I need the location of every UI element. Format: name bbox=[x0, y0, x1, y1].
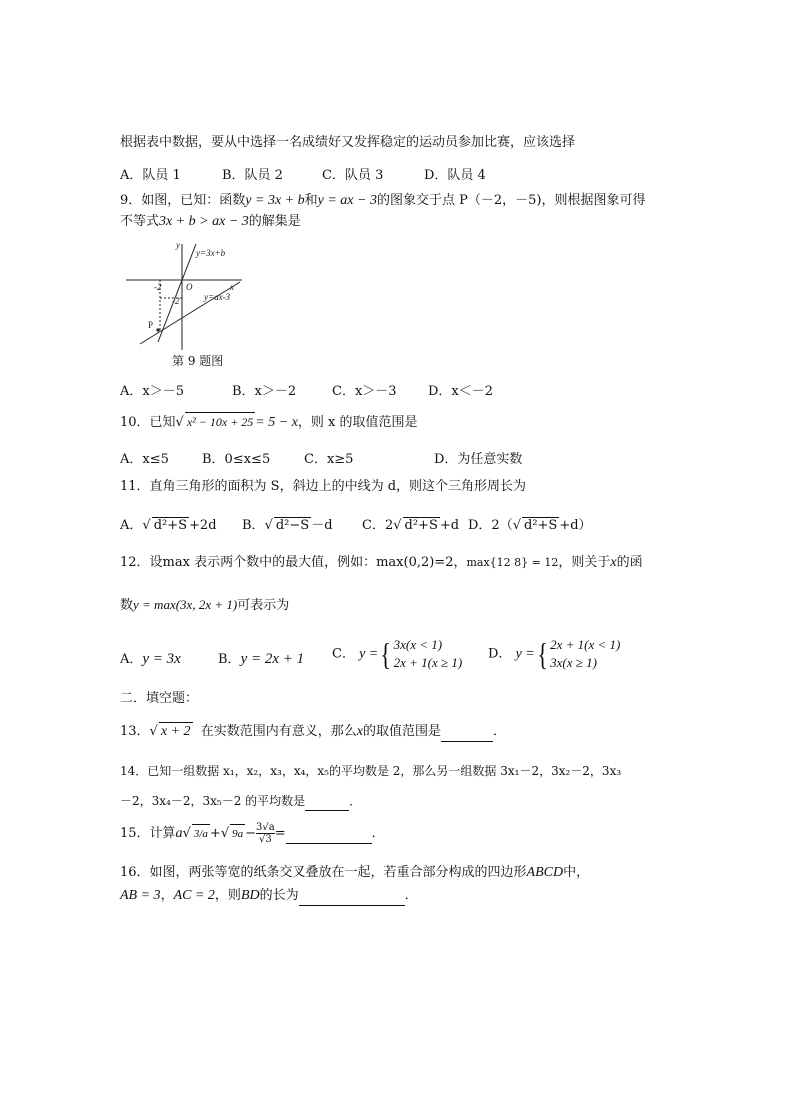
q12-stem-line1 bbox=[120, 554, 643, 572]
q16-answer-blank bbox=[299, 887, 405, 906]
q12-d-case1: 2x + 1(x < 1) bbox=[550, 637, 621, 652]
sqrt-icon: √ bbox=[149, 724, 158, 739]
q11-option-c bbox=[362, 514, 459, 533]
q12-line1d: 的函 bbox=[616, 555, 643, 570]
q10-stem bbox=[120, 412, 418, 432]
q12-b-prefix: B． bbox=[218, 652, 241, 667]
q12-line1a: 12．设max 表示两个数中的最大值，例如：max(0,2)=2， bbox=[120, 555, 467, 570]
q12-c-case1: 3x(x < 1) bbox=[393, 637, 443, 652]
q8-option-a: A．队员 1 bbox=[120, 168, 181, 183]
q9-figure-caption: 第 9 题图 bbox=[172, 354, 224, 368]
q15-answer-blank bbox=[286, 825, 372, 844]
q9-eq2: y = ax − 3 bbox=[317, 193, 377, 208]
q16-stem-line2 bbox=[120, 887, 418, 906]
q11-b-radicand: d²−S bbox=[275, 518, 310, 533]
q10-option-a: A．x≤5 bbox=[120, 452, 169, 467]
sqrt-icon: √ bbox=[264, 518, 273, 533]
point-p-label: P bbox=[148, 320, 154, 330]
q12-stem-line2 bbox=[120, 596, 289, 615]
q11-d-prefix: D．2（ bbox=[468, 518, 513, 533]
q11-a-prefix: A． bbox=[120, 518, 143, 533]
q11-b-suffix: －d bbox=[311, 518, 333, 533]
q14-line2a: －2，3x₄－2，3x₅－2 的平均数是 bbox=[120, 794, 306, 808]
q10-option-d: D．为任意实数 bbox=[434, 452, 523, 467]
q9-eq1: y = 3x + b bbox=[245, 193, 305, 208]
q15-frac-den: √3 bbox=[259, 834, 272, 845]
q10-rhs: = 5 − x bbox=[255, 415, 298, 430]
q12-line1c: ，则关于 bbox=[558, 555, 611, 570]
q16-abcd: ABCD bbox=[526, 865, 564, 880]
q11-stem: 11．直角三角形的面积为 S，斜边上的中线为 d，则这个三角形周长为 bbox=[120, 479, 527, 494]
section-heading-fill-in: 二．填空题： bbox=[120, 691, 199, 706]
q9-line2a: 不等式 bbox=[120, 214, 160, 229]
q11-b-prefix: B． bbox=[242, 518, 265, 533]
origin-label: O bbox=[186, 282, 193, 292]
q9-option-b: B．x＞－2 bbox=[232, 384, 297, 399]
sqrt-icon: √ bbox=[512, 518, 521, 533]
q16-bd: BD bbox=[240, 888, 260, 903]
q12-d-prefix: D． bbox=[488, 646, 512, 662]
q11-option-a bbox=[120, 514, 217, 533]
q9-option-d: D．x＜－2 bbox=[428, 384, 494, 399]
q9-mid: 和 bbox=[304, 193, 318, 208]
q12-line1x: x bbox=[610, 555, 617, 570]
q9-option-c: C．x＞－3 bbox=[332, 384, 397, 399]
q12-b-eq: y = 2x + 1 bbox=[240, 651, 305, 667]
q12-line1b: max{12 8} = 12 bbox=[466, 556, 559, 569]
neg2-x-label: -2 bbox=[154, 282, 162, 292]
line1-label: y=3x+b bbox=[196, 248, 226, 258]
sqrt-icon: √ bbox=[142, 518, 151, 533]
q16-line1b: 中， bbox=[563, 865, 590, 880]
q12-c-cases bbox=[394, 636, 463, 672]
q14-answer-blank bbox=[305, 792, 349, 811]
q11-d-radicand: d²+S bbox=[524, 518, 558, 533]
q13-prefix: 13． bbox=[120, 724, 150, 739]
q12-option-c bbox=[332, 636, 462, 672]
q8-option-b: B．队员 2 bbox=[222, 168, 283, 183]
q13-stem bbox=[120, 722, 506, 742]
q13-end: ． bbox=[493, 724, 507, 739]
q12-c-case2: 2x + 1(x ≥ 1) bbox=[393, 655, 463, 670]
q16-sep: ， bbox=[160, 888, 174, 903]
q12-d-y: y = bbox=[515, 646, 535, 662]
q16-line2b: ，则 bbox=[214, 888, 241, 903]
q11-c-radicand: d²+S bbox=[404, 518, 438, 533]
q11-a-suffix: +2d bbox=[189, 518, 217, 533]
q8-option-c: C．队员 3 bbox=[322, 168, 384, 183]
neg2-y-label: -2 bbox=[172, 296, 180, 306]
q14-end: ． bbox=[349, 794, 362, 808]
q8-option-d: D．队员 4 bbox=[424, 168, 486, 183]
left-brace-icon: { bbox=[537, 636, 548, 672]
q16-line1a: 16．如图，两张等宽的纸条交叉叠放在一起，若重合部分构成的四边形 bbox=[120, 865, 527, 880]
q11-d-suffix: +d） bbox=[559, 518, 592, 533]
line2-label: y=ax-3 bbox=[204, 292, 231, 302]
q10-option-b: B．0≤x≤5 bbox=[202, 452, 271, 467]
x-axis-label: x bbox=[230, 282, 234, 292]
q15-stem bbox=[120, 822, 385, 845]
q14-stem-line1: 14．已知一组数据 x₁，x₂，x₃，x₄，x₅的平均数是 2，那么另一组数据 3x₁－2，3x₂－2，3x₃ bbox=[120, 764, 622, 778]
point-p-dot bbox=[156, 328, 159, 331]
q11-option-d bbox=[468, 514, 592, 533]
q16-end: ． bbox=[404, 888, 418, 903]
q15-prefix: 15．计算 bbox=[120, 826, 176, 841]
q9-inequality: 3x + b > ax − 3 bbox=[159, 214, 249, 229]
q15-minus: − bbox=[245, 826, 257, 841]
q16-line2c: 的长为 bbox=[259, 888, 299, 903]
line-y-3x-plus-b bbox=[158, 244, 196, 342]
q10-prefix: 10．已知 bbox=[120, 415, 176, 430]
q12-line2eq: y = max(3x, 2x + 1) bbox=[133, 597, 238, 612]
q13-text: 在实数范围内有意义，那么 bbox=[200, 724, 357, 739]
q9-stem-line2 bbox=[120, 213, 301, 231]
sqrt-icon: √ bbox=[393, 518, 402, 533]
left-brace-icon: { bbox=[380, 636, 392, 672]
q15-fraction bbox=[256, 822, 275, 845]
q12-option-b bbox=[218, 648, 304, 668]
q10-suffix: ，则 x 的取值范围是 bbox=[297, 415, 418, 430]
q10-option-c: C．x≥5 bbox=[304, 452, 354, 467]
q12-line2b: 可表示为 bbox=[237, 598, 290, 613]
q11-a-radicand: d²+S bbox=[153, 518, 188, 533]
q12-option-a bbox=[120, 648, 181, 668]
q13-suffix: 的取值范围是 bbox=[363, 724, 442, 739]
q12-option-d bbox=[488, 636, 620, 672]
sqrt-icon: √ bbox=[182, 826, 191, 841]
q9-suffix: 的图象交于点 P（－2，－5)，则根据图象可得 bbox=[376, 193, 646, 208]
y-axis-label: y bbox=[176, 240, 180, 250]
q15-eq: = bbox=[274, 826, 286, 841]
q9-graph-figure bbox=[122, 238, 262, 358]
q11-c-suffix: +d bbox=[439, 518, 460, 533]
sqrt-icon: √ bbox=[175, 415, 184, 430]
q11-c-prefix: C．2 bbox=[362, 518, 394, 533]
intro-text: 根据表中数据，要从中选择一名成绩好又发挥稳定的运动员参加比赛，应该选择 bbox=[120, 135, 576, 150]
q15-r2: 9a bbox=[230, 824, 245, 843]
q13-x: x bbox=[356, 724, 364, 739]
q12-c-y: y = bbox=[359, 646, 379, 662]
q11-option-b bbox=[242, 514, 333, 533]
q15-r1: 3/a bbox=[192, 824, 210, 843]
q10-radicand: x² − 10x + 25 bbox=[185, 412, 255, 431]
q9-line2b: 的解集是 bbox=[248, 214, 301, 229]
sqrt-icon: √ bbox=[220, 826, 230, 841]
q9-prefix: 9．如图，已知：函数 bbox=[120, 193, 246, 208]
q14-stem-line2 bbox=[120, 792, 361, 811]
q12-a-eq: y = 3x bbox=[142, 651, 181, 667]
q12-d-case2: 3x(x ≥ 1) bbox=[550, 655, 597, 670]
q13-radicand: x + 2 bbox=[160, 724, 191, 739]
q13-answer-blank bbox=[441, 723, 493, 742]
q12-c-prefix: C． bbox=[332, 646, 355, 662]
q15-a: a bbox=[175, 826, 183, 841]
q12-d-cases bbox=[550, 636, 620, 672]
q12-line2a: 数 bbox=[120, 598, 134, 613]
q9-stem-line1 bbox=[120, 192, 645, 210]
q15-end: ． bbox=[371, 826, 385, 841]
q15-plus: + bbox=[209, 826, 221, 841]
q12-a-prefix: A． bbox=[120, 652, 143, 667]
q16-ac: AC = 2 bbox=[173, 888, 215, 903]
q16-stem-line1 bbox=[120, 864, 589, 882]
q16-ab: AB = 3 bbox=[120, 888, 161, 903]
q15-frac-num: 3√a bbox=[256, 822, 275, 833]
q9-option-a: A．x＞－5 bbox=[120, 384, 184, 399]
